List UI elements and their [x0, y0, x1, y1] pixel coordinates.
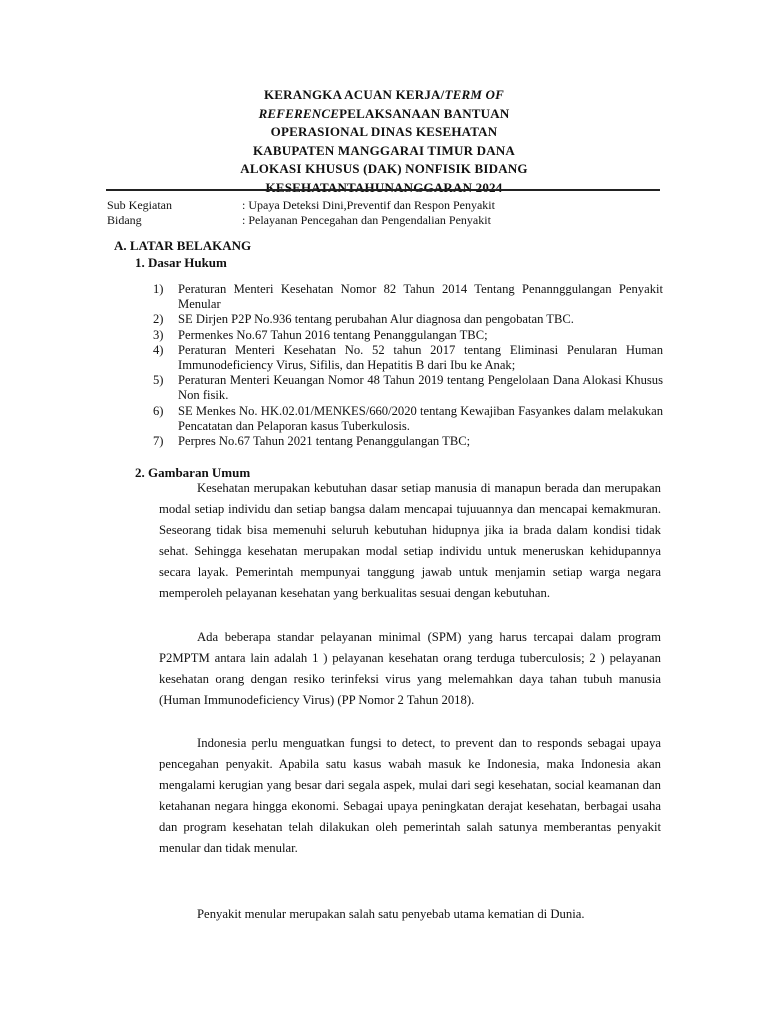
- list-item: [153, 373, 663, 403]
- list-text: SE Menkes No. HK.02.01/MENKES/660/2020 tentang Kewajiban Fasyankes dalam melakukan Pencatatan dan Pelaporan kasus Tuberkulosis.: [178, 403, 663, 433]
- meta-key: Bidang: [107, 213, 142, 227]
- title-text: KERANGKA ACUAN KERJA/: [264, 87, 445, 102]
- meta-value: : Pelayanan Pencegahan dan Pengendalian Penyakit: [242, 213, 491, 227]
- paragraph-text: Kesehatan merupakan kebutuhan dasar setiap manusia di manapun berada dan merupakan modal setiap individu dan setiap bangsa dalam mencapai tujuuannya dan mencapai kemakmuran. Seseorang tidak bisa memenuhi seluruh kebutuhan hidupnya jika ia brada dalam kondisi tidak sehat. Sehingga kesehatan merupakan modal setiap individu untuk meneruskan kehidupannya secara layak. Pemerintah mempunyai tanggung jawab untuk menjamin setiap warga negara memperoleh pelayanan kesehatan yang berkualitas sesuai dengan kebutuhan.: [159, 481, 661, 600]
- list-item: [153, 343, 663, 373]
- paragraph-3: [159, 733, 661, 859]
- list-text: Permenkes No.67 Tahun 2016 tentang Penanggulangan TBC;: [178, 327, 488, 342]
- title-italic-text: REFERENCE: [258, 105, 340, 121]
- title-line-4: KABUPATEN MANGGARAI TIMUR DANA: [252, 142, 516, 158]
- meta-row-sub-kegiatan: [107, 198, 495, 213]
- meta-row-bidang: [107, 213, 495, 228]
- list-text: Peraturan Menteri Keuangan Nomor 48 Tahun 2019 tentang Pengelolaan Dana Alokasi Khusus Non fisik.: [178, 373, 663, 403]
- list-item: [153, 404, 663, 434]
- title-line-3: OPERASIONAL DINAS KESEHATAN: [270, 124, 498, 139]
- paragraph-text: Penyakit menular merupakan salah satu penyebab utama kematian di Dunia.: [197, 907, 585, 921]
- list-item: [153, 312, 663, 327]
- title-text: PELAKSANAAN BANTUAN: [339, 105, 510, 121]
- meta-info: [107, 198, 495, 228]
- dasar-hukum-list: [153, 282, 663, 449]
- list-number: 6): [153, 403, 164, 418]
- meta-value: : Upaya Deteksi Dini,Preventif dan Respon Penyakit: [242, 198, 495, 212]
- paragraph-text: Indonesia perlu menguatkan fungsi to detect, to prevent dan to responds sebagai upaya pencegahan penyakit. Apabila satu kasus wabah masuk ke Indonesia, maka Indonesia akan mengalami kerugian yang besar dari segala aspek, mulai dari segi kesehatan, social keamanan dan ketahanan negara hingga ekonomi. Sebagai upaya peningkatan derajat kesehatan, berbagai usaha dan program kesehatan telah dilakukan oleh pemerintah salah satunya memberantas penyakit menular dan tidak menular.: [159, 736, 661, 855]
- list-text: Peraturan Menteri Kesehatan No. 52 tahun 2017 tentang Eliminasi Penularan Human Immunodeficiency Virus, Sifilis, dan Hepatitis B dari Ibu ke Anak;: [178, 342, 663, 373]
- title-line-6: KESEHATANTAHUNANGGARAN 2024: [265, 179, 503, 195]
- subsection-heading-gambaran-umum: 2. Gambaran Umum: [135, 465, 251, 480]
- list-number: 4): [153, 342, 164, 357]
- list-number: 3): [153, 327, 164, 342]
- title-italic-text: TERM OF: [444, 87, 504, 102]
- list-number: 2): [153, 312, 164, 327]
- subsection-heading-dasar-hukum: 1. Dasar Hukum: [135, 255, 227, 270]
- list-item: [153, 434, 663, 449]
- document-title: [170, 86, 598, 197]
- list-text: Peraturan Menteri Kesehatan Nomor 82 Tahun 2014 Tentang Penannggulangan Penyakit Menular: [178, 282, 663, 312]
- title-line-1: [170, 86, 598, 105]
- list-text: Perpres No.67 Tahun 2021 tentang Penanggulangan TBC;: [178, 434, 471, 449]
- paragraph-text: Ada beberapa standar pelayanan minimal (SPM) yang harus tercapai dalam program P2MPTM antara lain adalah 1 ) pelayanan kesehatan orang terduga tuberculosis; 2 ) pelayanan kesehatan orang dengan resiko terinfeksi virus yang melemahkan daya tahan tubuh manusia (Human Immunodeficiency Virus) (PP Nomor 2 Tahun 2018).: [159, 630, 661, 707]
- list-number: 5): [153, 373, 164, 388]
- paragraph-1: [159, 478, 661, 604]
- title-line-2: [170, 105, 598, 124]
- list-text: SE Dirjen P2P No.936 tentang perubahan Alur diagnosa dan pengobatan TBC.: [178, 312, 574, 327]
- list-number: 1): [153, 282, 164, 296]
- paragraph-2: [159, 627, 661, 711]
- list-item: [153, 328, 663, 343]
- list-number: 7): [153, 434, 164, 449]
- paragraph-4: [159, 904, 661, 925]
- title-divider: [106, 189, 660, 191]
- meta-key: Sub Kegiatan: [107, 198, 172, 212]
- section-heading-a: A. LATAR BELAKANG: [114, 238, 252, 253]
- title-line-5: ALOKASI KHUSUS (DAK) NONFISIK BIDANG: [240, 161, 528, 176]
- list-item: [153, 282, 663, 312]
